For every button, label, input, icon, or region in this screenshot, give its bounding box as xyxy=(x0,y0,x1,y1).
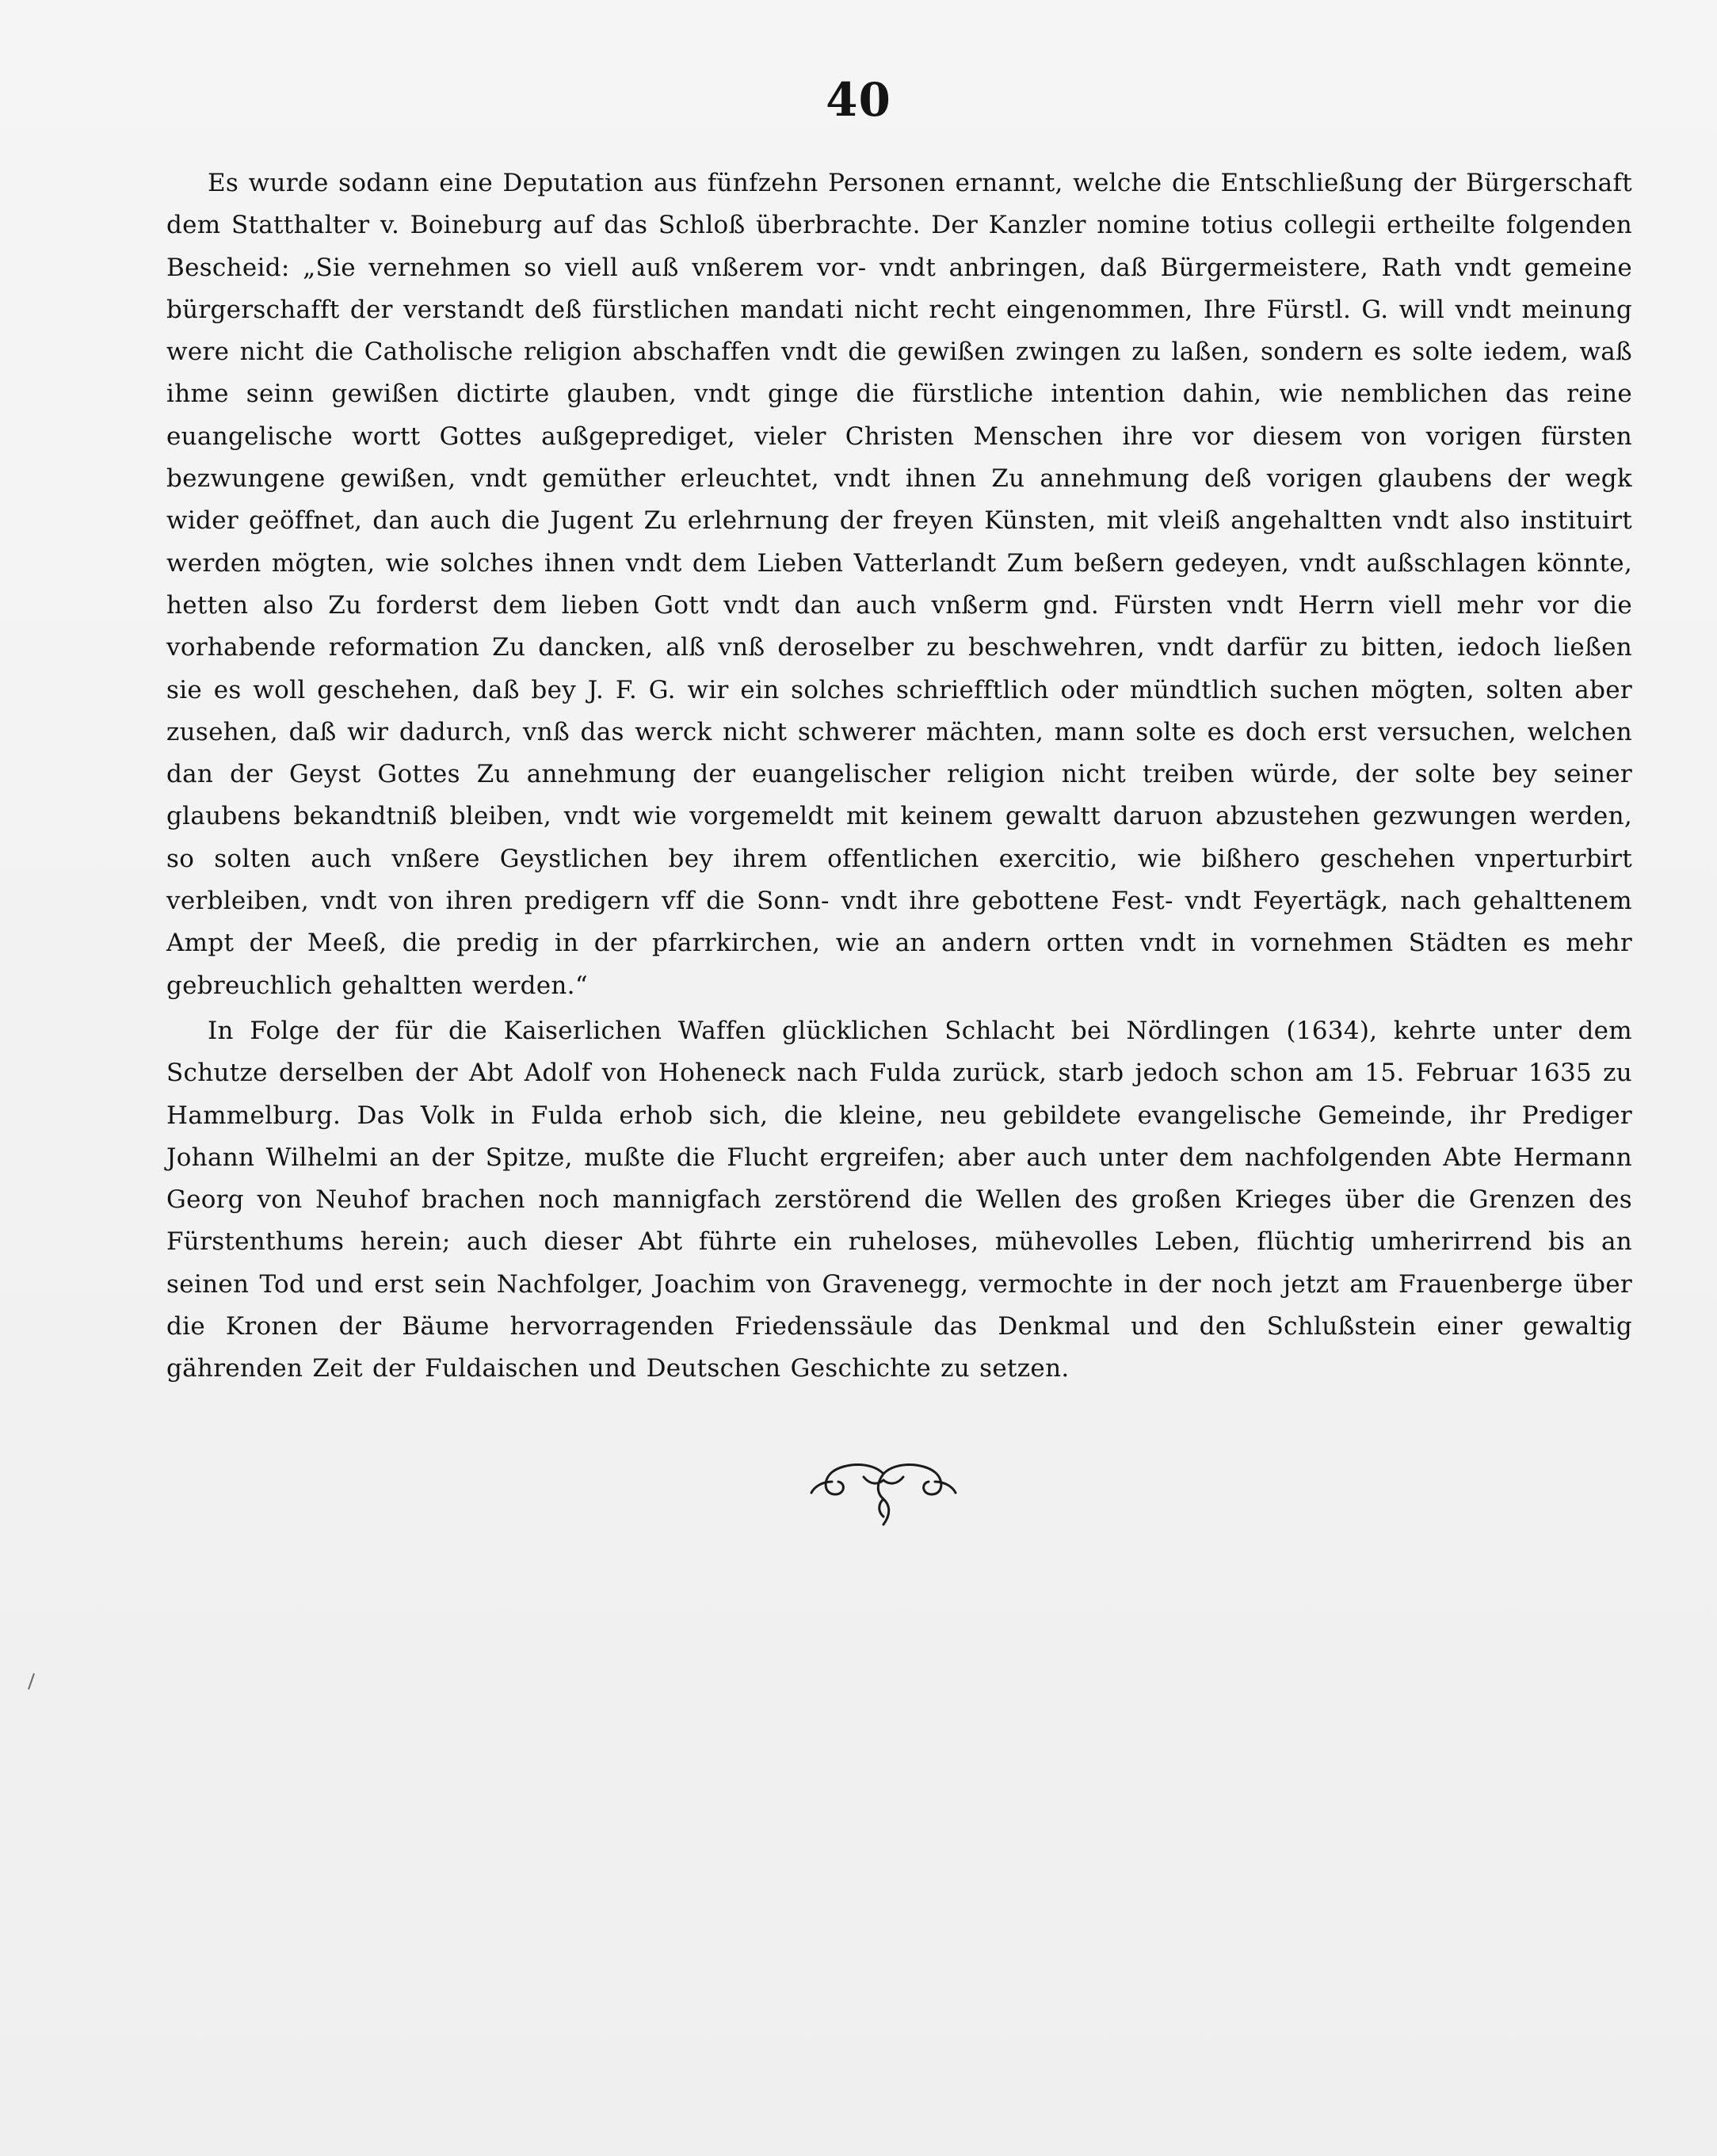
paragraph-noerdlingen: In Folge der für die Kaiserlichen Waffen glücklichen Schlacht bei Nördlingen (1634), kehrte unter dem Schutze derselben der Abt Adolf von Hoheneck nach Fulda zurück, starb jedoch schon am 15. Februar 1635 zu Hammelburg. Das Volk in Fulda erhob sich, die kleine, neu gebildete evangelische Gemeinde, ihr Prediger Johann Wilhelmi an der Spitze, mußte die Flucht ergreifen; aber auch unter dem nachfolgenden Abte Hermann Georg von Neuhof brachen noch mannigfach zerstörend die Wellen des großen Krieges über die Grenzen des Fürstenthums herein; auch dieser Abt führte ein ruheloses, mühevolles Leben, flüchtig umherirrend bis an seinen Tod und erst sein Nachfolger, Joachim von Gravenegg, vermochte in der noch jetzt am Frauenberge über die Kronen der Bäume hervorragenden Friedenssäule das Denkmal und den Schlußstein einer gewaltig gährenden Zeit der Fuldaischen und Deutschen Geschichte zu setzen. xyxy=(166,1016,1632,1383)
paragraph-deputation: Es wurde sodann eine Deputation aus fünfzehn Personen ernannt, welche die Entschließung der Bürgerschaft dem Statthalter v. Boineburg auf das Schloß überbrachte. Der Kanzler nomine totius collegii ertheilte folgenden Bescheid: „Sie vernehmen so viell auß vnßerem vor- vndt anbringen, daß Bürgermeistere, Rath vndt gemeine bürgerschafft der verstandt deß fürstlichen mandati nicht recht eingenommen, Ihre Fürstl. G. will vndt meinung were nicht die Catholische religion abschaffen vndt die gewißen zwingen zu laßen, sondern es solte iedem, waß ihme seinn gewißen dictirte glauben, vndt ginge die fürstliche intention dahin, wie nemblichen das reine euangelische wortt Gottes außgeprediget, vieler Christen Menschen ihre vor diesem von vorigen fürsten bezwungene gewißen, vndt gemüther erleuchtet, vndt ihnen Zu annehmung deß vorigen glaubens der wegk wider geöffnet, dan auch die Jugent Zu erlehrnung der freyen Künsten, mit vleiß angehaltten vndt also instituirt werden mögten, wie solches ihnen vndt dem Lieben Vatterlandt Zum beßern gedeyen, vndt außschlagen könnte, hetten also Zu forderst dem lieben Gott vndt dan auch vnßerm gnd. Fürsten vndt Herrn viell mehr vor die vorhabende reformation Zu dancken, alß vnß deroselber zu beschwehren, vndt darfür zu bitten, iedoch ließen sie es woll geschehen, daß bey J. F. G. wir ein solches schriefftlich oder mündtlich suchen mögten, solten aber zusehen, daß wir dadurch, vnß das werck nicht schwerer mächten, mann solte es doch erst versuchen, welchen dan der Geyst Gottes Zu annehmung der euangelischer religion nicht treiben würde, der solte bey seiner glaubens bekandtniß bleiben, vndt wie vorgemeldt mit keinem gewaltt daruon abzustehen gezwungen werden, so solten auch vnßere Geystlichen bey ihrem offentlichen exercitio, wie bißhero geschehen vnperturbirt verbleiben, vndt von ihren predigern vff die Sonn- vndt ihre gebottene Fest- vndt Feyertägk, nach gehalttenem Ampt der Meeß, die predig in der pfarrkirchen, wie an andern ortten vndt in vornehmen Städten es mehr gebreuchlich gehaltten werden.“ xyxy=(166,169,1632,1000)
body-text xyxy=(166,162,1632,1391)
flourish-ornament-icon xyxy=(808,1458,959,1529)
ink-speck-icon xyxy=(26,1672,37,1691)
page-number: 40 xyxy=(826,73,891,127)
